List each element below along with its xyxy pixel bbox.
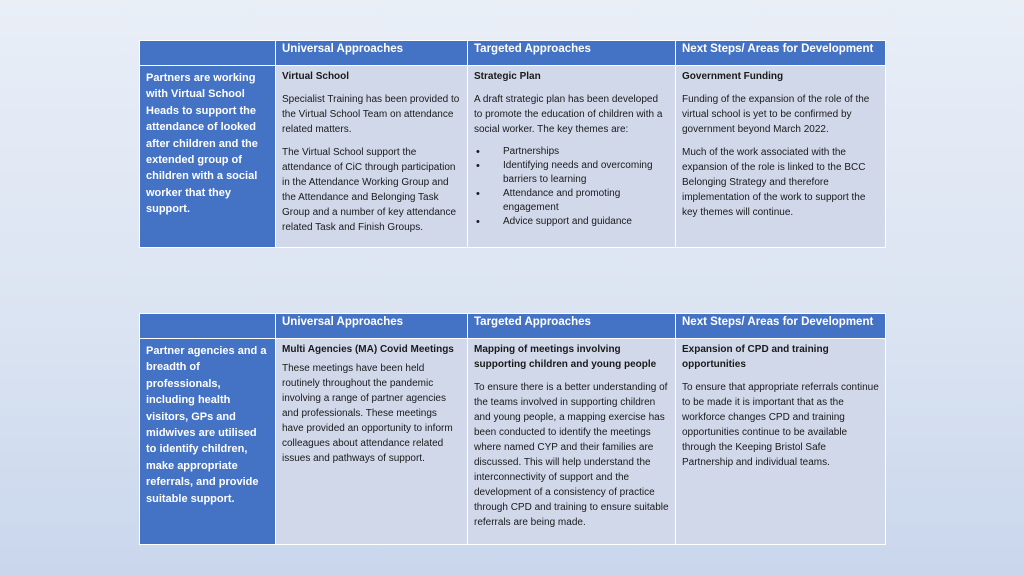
next-steps-title: Expansion of CPD and training opportunities — [682, 344, 829, 370]
universal-cell — [276, 339, 468, 545]
targeted-cell — [468, 339, 676, 545]
header-targeted: Targeted Approaches — [468, 41, 676, 66]
header-empty-cell — [140, 314, 276, 339]
targeted-paragraph: A draft strategic plan has been developed to promote the education of children with a social worker. The key themes are: — [474, 94, 663, 135]
universal-paragraph: Specialist Training has been provided to the Virtual School Team on attendance related matters. — [282, 94, 460, 135]
header-empty-cell — [140, 41, 276, 66]
targeted-title: Strategic Plan — [474, 71, 541, 82]
header-universal: Universal Approaches — [276, 41, 468, 66]
list-item: • Partnerships — [474, 145, 669, 159]
next-steps-cell — [676, 66, 886, 248]
universal-paragraph: These meetings have been held routinely throughout the pandemic involving a range of partner agencies and professionals. These meetings have provided an opportunity to inform colleagues about attendance related issues and pathways of support. — [282, 363, 453, 464]
table-row — [140, 339, 886, 545]
approaches-table-1 — [139, 40, 886, 248]
table-row — [140, 66, 886, 248]
next-steps-paragraph: To ensure that appropriate referrals continue to be made it is important that as the workforce changes CPD and training opportunities continue to be available through the Keeping Bristol Safe Partnership and individual teams. — [682, 382, 879, 468]
header-universal: Universal Approaches — [276, 314, 468, 339]
universal-cell — [276, 66, 468, 248]
next-steps-title: Government Funding — [682, 71, 784, 82]
row-label: Partner agencies and a breadth of professionals, including health visitors, GPs and midwives are utilised to identify children, make appropriate referrals, and provide suitable support. — [140, 339, 276, 545]
list-item: • Attendance and promoting engagement — [474, 187, 669, 215]
universal-paragraph: The Virtual School support the attendance of CiC through participation in the Attendance Working Group and the Attendance and Belonging Task Group and a number of key attendance related Task and Finish Groups. — [282, 147, 457, 233]
next-steps-cell — [676, 339, 886, 545]
universal-title: Virtual School — [282, 71, 350, 82]
header-next-steps: Next Steps/ Areas for Development — [676, 41, 886, 66]
universal-title: Multi Agencies (MA) Covid Meetings — [282, 344, 454, 355]
approaches-table-2 — [139, 313, 886, 545]
table-header-row — [140, 41, 886, 66]
targeted-cell — [468, 66, 676, 248]
next-steps-paragraph: Funding of the expansion of the role of the virtual school is yet to be confirmed by government beyond March 2022. — [682, 94, 870, 135]
themes-list — [474, 145, 669, 229]
table-header-row — [140, 314, 886, 339]
targeted-paragraph: To ensure there is a better understanding of the teams involved in supporting children and young people, a mapping exercise has been conducted to identify the meetings where named CYP and their families are discussed. This will help understand the interconnectivity of support and the development of a consistency of practice through CPD and training to ensure suitable referrals are being made. — [474, 382, 669, 528]
header-next-steps: Next Steps/ Areas for Development — [676, 314, 886, 339]
targeted-title: Mapping of meetings involving supporting children and young people — [474, 344, 657, 370]
list-item: • Advice support and guidance — [474, 215, 669, 229]
list-item: • Identifying needs and overcoming barriers to learning — [474, 159, 669, 187]
row-label: Partners are working with Virtual School Heads to support the attendance of looked after children and the extended group of children with a social worker that they support. — [140, 66, 276, 248]
next-steps-paragraph: Much of the work associated with the expansion of the role is linked to the BCC Belonging Strategy and therefore implementation of the work to support the key themes will continue. — [682, 147, 866, 218]
header-targeted: Targeted Approaches — [468, 314, 676, 339]
